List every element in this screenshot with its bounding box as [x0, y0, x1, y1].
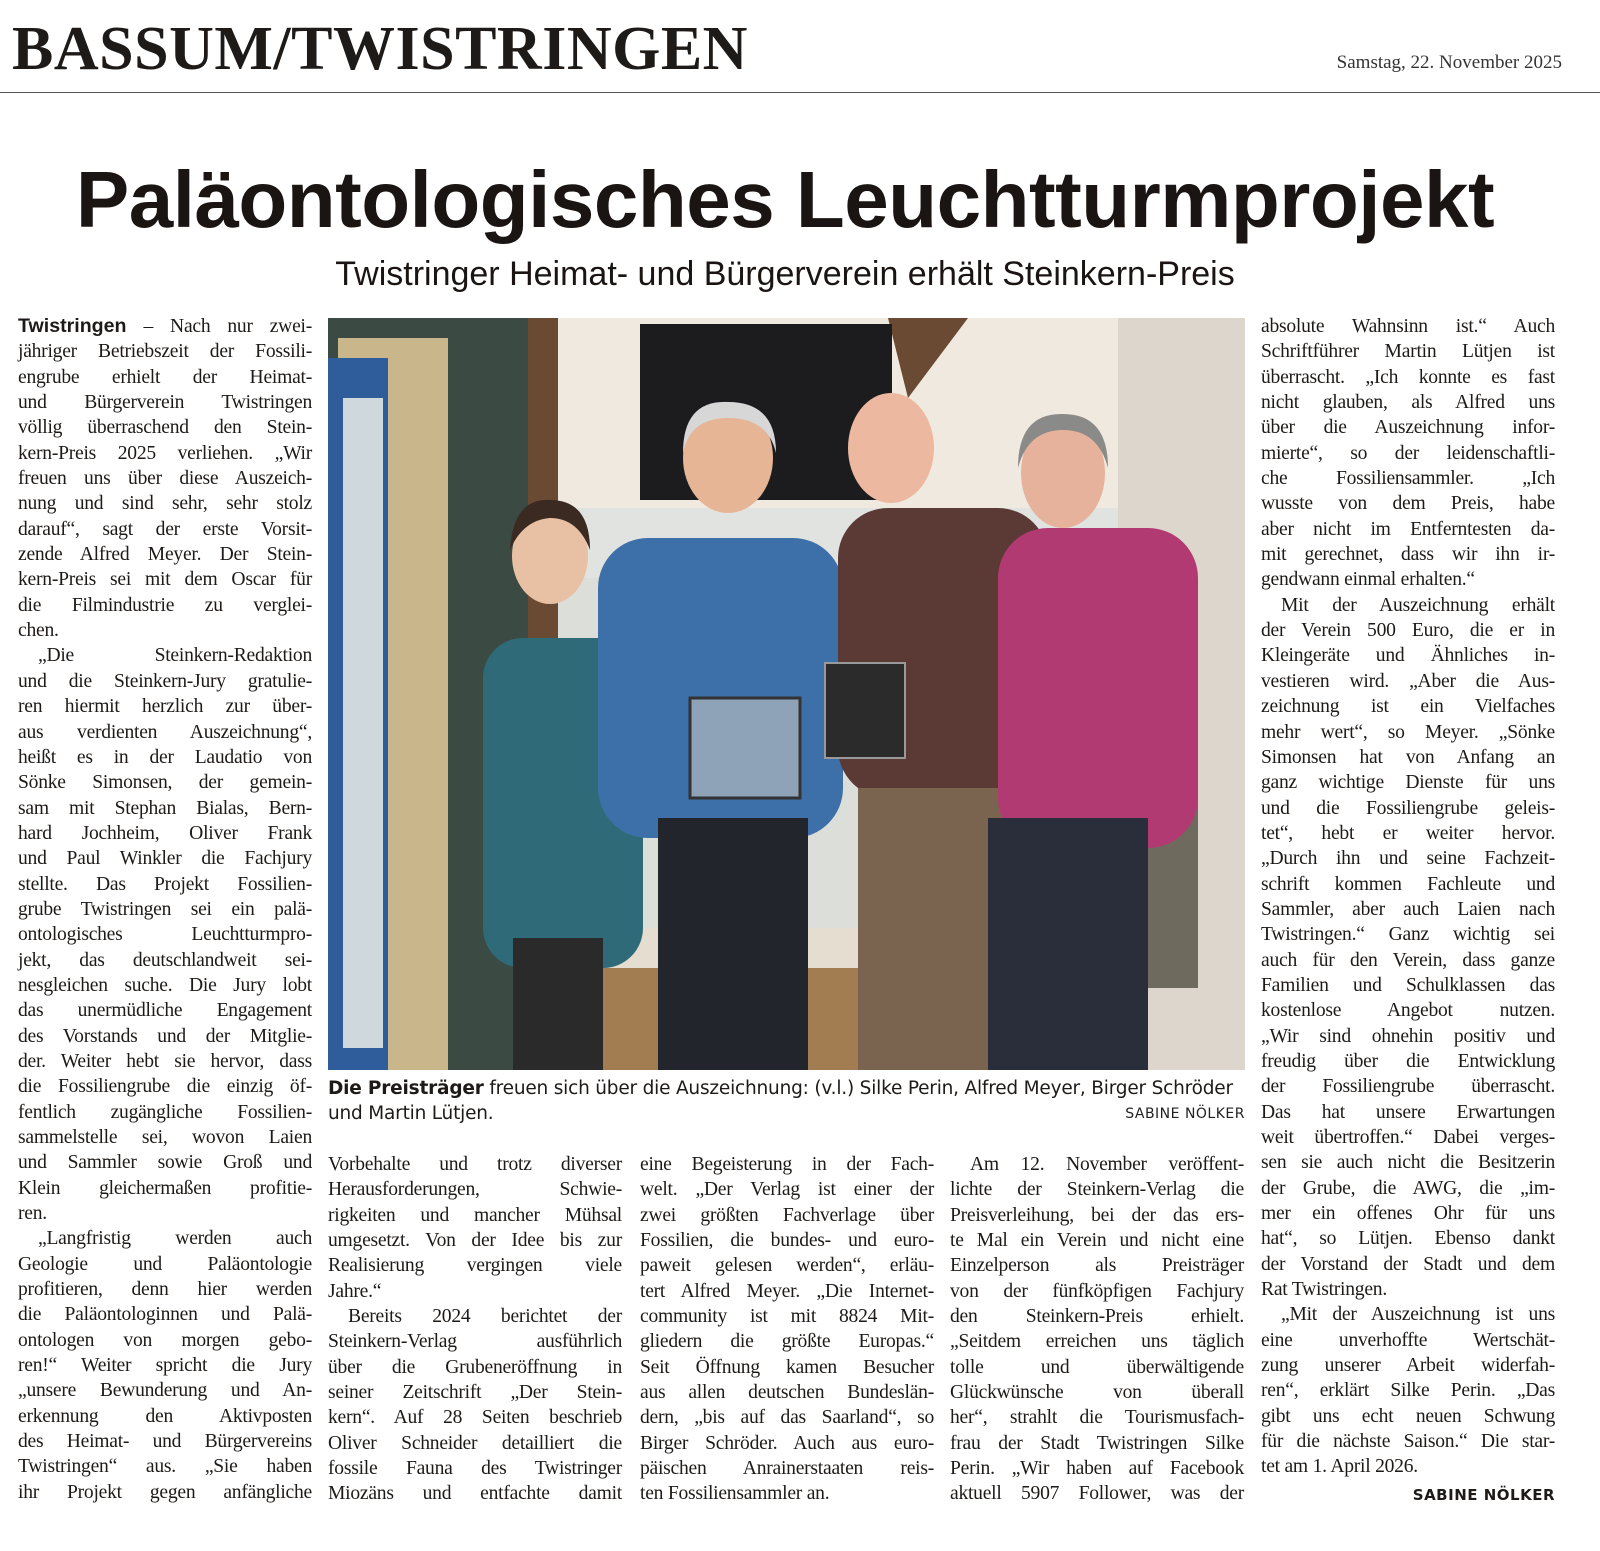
article-text-line: Fossilien, die bundes- und euro- [640, 1230, 934, 1252]
article-text-line: paweit gelesen werden“, erläu- [640, 1255, 934, 1277]
article-text-line: Glückwünsche von überall [950, 1382, 1244, 1404]
article-text-line: freudig über die Entwicklung [1261, 1050, 1555, 1072]
article-text-line: Miozäns und entfachte damit [328, 1483, 622, 1505]
article-text-line: mer ein offenes Ohr für uns [1261, 1203, 1555, 1225]
article-text-line: ren hiermit herzlich zur über- [18, 696, 312, 718]
article-text-line: tet am 1. April 2026. [1261, 1456, 1418, 1478]
article-text-line: den Steinkern-Preis erhielt. [950, 1306, 1244, 1328]
article-text-line: Sammler, aber auch Laien nach [1261, 898, 1555, 920]
article-text-line: Einzelperson als Preisträger [950, 1255, 1244, 1277]
article-text-line: grube Twistringen sei ein palä- [18, 898, 312, 920]
article-text-line: gliedern die größte Europas.“ [640, 1331, 934, 1353]
article-text-line: jähriger Betriebszeit der Fossili- [18, 341, 312, 363]
article-text-line: die Fossiliengrube die einzig öf- [18, 1076, 312, 1098]
article-text-line: „unsere Bewunderung und An- [18, 1380, 312, 1402]
article-text-line: Am 12. November veröffent- [970, 1154, 1244, 1175]
article-text-line: mit gerechnet, dass wir ihn ir- [1261, 544, 1555, 566]
article-text-line: sam mit Stephan Bialas, Bern- [18, 797, 312, 819]
article-text-line: auch für den Verein, dass ganze [1261, 949, 1555, 971]
article-text-line: darauf“, sagt der erste Vorsit- [18, 518, 312, 540]
article-text-line [18, 314, 312, 339]
article-text-line: zung unserer Arbeit widerfah- [1261, 1355, 1555, 1377]
article-column-1 [18, 314, 312, 1505]
article-text-line: absolute Wahnsinn ist.“ Auch [1261, 316, 1555, 337]
article-text-line: profitieren, denn hier werden [18, 1279, 312, 1301]
article-text-line: freuen uns über diese Auszeich- [18, 468, 312, 490]
article-text-line: tet“, hebt er weiter hervor. [1261, 822, 1555, 844]
article-text-line: des Heimat- und Bürgervereins [18, 1431, 312, 1453]
article-text-line: aus allen deutschen Bundeslän- [640, 1382, 934, 1404]
article-text-line: „Seitdem erreichen uns täglich [950, 1331, 1244, 1353]
article-text-line: Klein gleichermaßen profitie- [18, 1177, 312, 1199]
article-text-line: ontologen von morgen gebo- [18, 1329, 312, 1351]
article-text-line: die Paläontologinnen und Palä- [18, 1304, 312, 1326]
article-text-line: Kleingeräte und Ähnliches in- [1261, 645, 1555, 667]
newspaper-section-title: BASSUM/TWISTRINGEN [12, 15, 748, 83]
article-text-line: Birger Schröder. Auch aus euro- [640, 1432, 934, 1454]
article-text-line: kern-Preis 2025 verliehen. „Wir [18, 442, 312, 464]
article-text-line: und Sammler sowie Groß und [18, 1152, 312, 1174]
article-text-line: für die nächste Saison.“ Die star- [1261, 1431, 1555, 1453]
article-text-line: „Durch ihn und seine Fachzeit- [1261, 848, 1555, 870]
article-text-line: Simonsen hat von Anfang an [1261, 746, 1555, 768]
article-text-line: ihr Projekt gegen anfängliche [18, 1481, 312, 1503]
article-text-line: seiner Zeitschrift „Der Stein- [328, 1382, 622, 1404]
article-text-line: gendwann einmal erhalten.“ [1261, 569, 1475, 591]
article-text-line: gibt uns echt neuen Schwung [1261, 1405, 1555, 1427]
article-text-line: „Die Steinkern-Redaktion [38, 645, 312, 667]
photo-caption [328, 1076, 1245, 1126]
article-text-line: der Grube, die AWG, die „im- [1261, 1177, 1555, 1199]
article-text-line: erkennung den Aktivposten [18, 1405, 312, 1427]
article-photo [328, 318, 1245, 1070]
article-text-line: Geologie und Paläontologie [18, 1253, 312, 1275]
article-text-line: und die Fossiliengrube geleis- [1261, 797, 1555, 819]
article-text-line: rigkeiten und mancher Mühsal [328, 1204, 622, 1226]
article-text-line: jekt, das deutschlandweit sei- [18, 949, 312, 971]
article-text-line: und die Steinkern-Jury gratulie- [18, 670, 312, 692]
article-text-line: der Vorstand der Stadt und dem [1261, 1253, 1555, 1275]
article-text-line: her“, strahlt die Tourismusfach- [950, 1407, 1244, 1429]
article-text-line: umgesetzt. Von der Idee bis zur [328, 1230, 622, 1252]
article-text-line: Das hat unsere Erwartungen [1261, 1101, 1555, 1123]
caption-text: freuen sich über die Auszeichnung: (v.l.) Silke Perin, Alfred Meyer, Birger Schröder und Martin Lütjen. [328, 1078, 1233, 1124]
article-text-line: von der fünfköpfigen Fachjury [950, 1280, 1244, 1302]
article-text-line: ganz wichtige Dienste für uns [1261, 772, 1555, 794]
article-text-line: das unermüdliche Engagement [18, 1000, 312, 1022]
article-text-line: ren“, erklärt Silke Perin. „Das [1261, 1380, 1555, 1402]
article-text-line: Oliver Schneider detailliert die [328, 1432, 622, 1454]
article-text-line: nicht glauben, als Alfred uns [1261, 392, 1555, 414]
article-text-line: über die Auszeichnung infor- [1261, 417, 1555, 439]
article-text-line: Sönke Simonsen, der gemein- [18, 772, 312, 794]
article-text-line: Familien und Schulklassen das [1261, 974, 1555, 996]
masthead-divider [0, 92, 1600, 93]
article-text-line: fossile Fauna des Twistringer [328, 1458, 622, 1480]
article-column-2 [328, 1152, 622, 1507]
article-text-line: hard Jochheim, Oliver Frank [18, 822, 312, 844]
article-text-line: aktuell 5907 Follower, was der [950, 1483, 1244, 1505]
article-column-5 [1261, 314, 1555, 1480]
article-text-line: chen. [18, 620, 59, 642]
award-winners-photo [328, 318, 1245, 1070]
article-text-line: Steinkern-Verlag ausführlich [328, 1331, 622, 1353]
article-text-line: Vorbehalte und trotz diverser [328, 1154, 622, 1175]
article-text-line: Perin. „Wir haben auf Facebook [950, 1458, 1244, 1480]
article-text-line: der. Weiter hebt sie hervor, dass [18, 1050, 312, 1072]
article-text-line: community ist mit 8824 Mit- [640, 1306, 934, 1328]
article-text-line: zwei größten Fachverlage über [640, 1204, 934, 1226]
article-text-line: Twistringen.“ Ganz wichtig sei [1261, 924, 1555, 946]
article-text-line: schrift kommen Fachleute und [1261, 873, 1555, 895]
article-text: – Nach nur zwei- [143, 316, 312, 337]
article-text-line: „Mit der Auszeichnung ist uns [1281, 1304, 1555, 1326]
article-text-line: dern, „bis auf das Saarland“, so [640, 1407, 934, 1429]
article-text-line: eine unverhoffte Wertschät- [1261, 1329, 1555, 1351]
article-text-line: wusste von dem Preis, habe [1261, 493, 1555, 515]
article-text-line: engrube erhielt der Heimat- [18, 366, 312, 388]
article-text-line: zeichnung ist ein Vielfaches [1261, 696, 1555, 718]
article-column-3 [640, 1152, 934, 1507]
article-text-line: zende Alfred Meyer. Der Stein- [18, 544, 312, 566]
article-text-line: Jahre.“ [328, 1280, 382, 1302]
article-text-line: Mit der Auszeichnung erhält [1281, 594, 1555, 616]
publication-date: Samstag, 22. November 2025 [1336, 52, 1562, 73]
article-text-line: sen sie auch nicht die Besitzerin [1261, 1152, 1555, 1174]
article-text-line: ren!“ Weiter spricht die Jury [18, 1355, 312, 1377]
article-text-line: über die Grubeneröffnung in [328, 1356, 622, 1378]
article-text-line: fentlich zugängliche Fossilien- [18, 1101, 312, 1123]
article-text-line: völlig überraschend den Stein- [18, 417, 312, 439]
article-text-line: des Vorstands und der Mitglie- [18, 1025, 312, 1047]
article-text-line: kern-Preis sei mit dem Oscar für [18, 569, 312, 591]
article-text-line: weit übertroffen.“ Dabei verges- [1261, 1127, 1555, 1148]
article-text-line: stellte. Das Projekt Fossilien- [18, 873, 312, 895]
article-text-line: Realisierung vergingen viele [328, 1255, 622, 1277]
article-column-4 [950, 1152, 1244, 1507]
article-text-line: überrascht. „Ich konnte es fast [1261, 366, 1555, 388]
article-text-line: kostenlose Angebot nutzen. [1261, 1000, 1555, 1022]
article-text-line: aus verdienten Auszeichnung“, [18, 721, 312, 743]
article-text-line: mehr wert“, so Meyer. „Sönke [1261, 721, 1555, 743]
article-text-line: hat“, so Lütjen. Ebenso dankt [1261, 1228, 1555, 1250]
article-text-line: Bereits 2024 berichtet der [348, 1306, 622, 1328]
article-text-line: Seit Öffnung kamen Besucher [640, 1356, 934, 1378]
article-text-line: te Mal ein Verein und nicht eine [950, 1230, 1244, 1252]
article-text-line: mierte“, so der leidenschaftli- [1261, 442, 1555, 464]
photo-credit: SABINE NÖLKER [1125, 1106, 1245, 1122]
article-text-line: aber nicht im Entferntesten da- [1261, 518, 1555, 540]
article-text-line: ten Fossiliensammler an. [640, 1483, 830, 1505]
article-subheadline: Twistringer Heimat- und Bürgerverein erhält Steinkern-Preis [335, 255, 1235, 293]
article-text-line: „Langfristig werden auch [38, 1228, 312, 1250]
article-text-line: der Fossiliengrube überrascht. [1261, 1076, 1555, 1098]
article-text-line: eine Begeisterung in der Fach- [640, 1154, 934, 1175]
article-text-line: Twistringen“ aus. „Sie haben [18, 1456, 312, 1478]
article-text-line: frau der Stadt Twistringen Silke [950, 1432, 1244, 1454]
article-text-line: Schriftführer Martin Lütjen ist [1261, 341, 1555, 363]
article-text-line: heißt es in der Laudatio von [18, 746, 312, 768]
article-text-line: tolle und überwältigende [950, 1356, 1244, 1378]
article-text-line: sammelstelle sei, wovon Laien [18, 1127, 312, 1148]
article-text-line: und Paul Winkler die Fachjury [18, 848, 312, 870]
article-text-line: die Filmindustrie zu verglei- [18, 594, 312, 616]
article-dateline: Twistringen [18, 315, 127, 337]
article-text-line: päischen Anrainerstaaten reis- [640, 1458, 934, 1480]
article-text-line: der Verein 500 Euro, die er in [1261, 620, 1555, 642]
article-text-line: Herausforderungen, Schwie- [328, 1179, 622, 1201]
article-text-line: Preisverleihung, bei der das ers- [950, 1204, 1244, 1226]
article-text-line: ontologisches Leuchtturmpro- [18, 924, 312, 946]
article-headline: Paläontologisches Leuchtturmprojekt [75, 155, 1495, 244]
article-text-line: nesgleichen suche. Die Jury lobt [18, 974, 312, 996]
article-text-line: Rat Twistringen. [1261, 1279, 1387, 1301]
article-text-line: che Fossiliensammler. „Ich [1261, 468, 1555, 490]
article-text-line: welt. „Der Verlag ist einer der [640, 1179, 934, 1201]
article-text-line: tert Alfred Meyer. „Die Internet- [640, 1280, 934, 1302]
article-text-line: lichte der Steinkern-Verlag die [950, 1179, 1244, 1201]
article-text-line: kern“. Auf 28 Seiten beschrieb [328, 1407, 622, 1429]
article-text-line: „Wir sind ohnehin positiv und [1261, 1025, 1555, 1047]
article-text-line: nung und sind sehr, sehr stolz [18, 493, 312, 515]
author-byline: SABINE NÖLKER [1412, 1486, 1555, 1504]
caption-lead: Die Preisträger [328, 1078, 484, 1099]
article-text-line: ren. [18, 1203, 47, 1225]
article-text-line: vestieren wird. „Aber die Aus- [1261, 670, 1555, 692]
article-text-line: und Bürgerverein Twistringen [18, 392, 312, 414]
